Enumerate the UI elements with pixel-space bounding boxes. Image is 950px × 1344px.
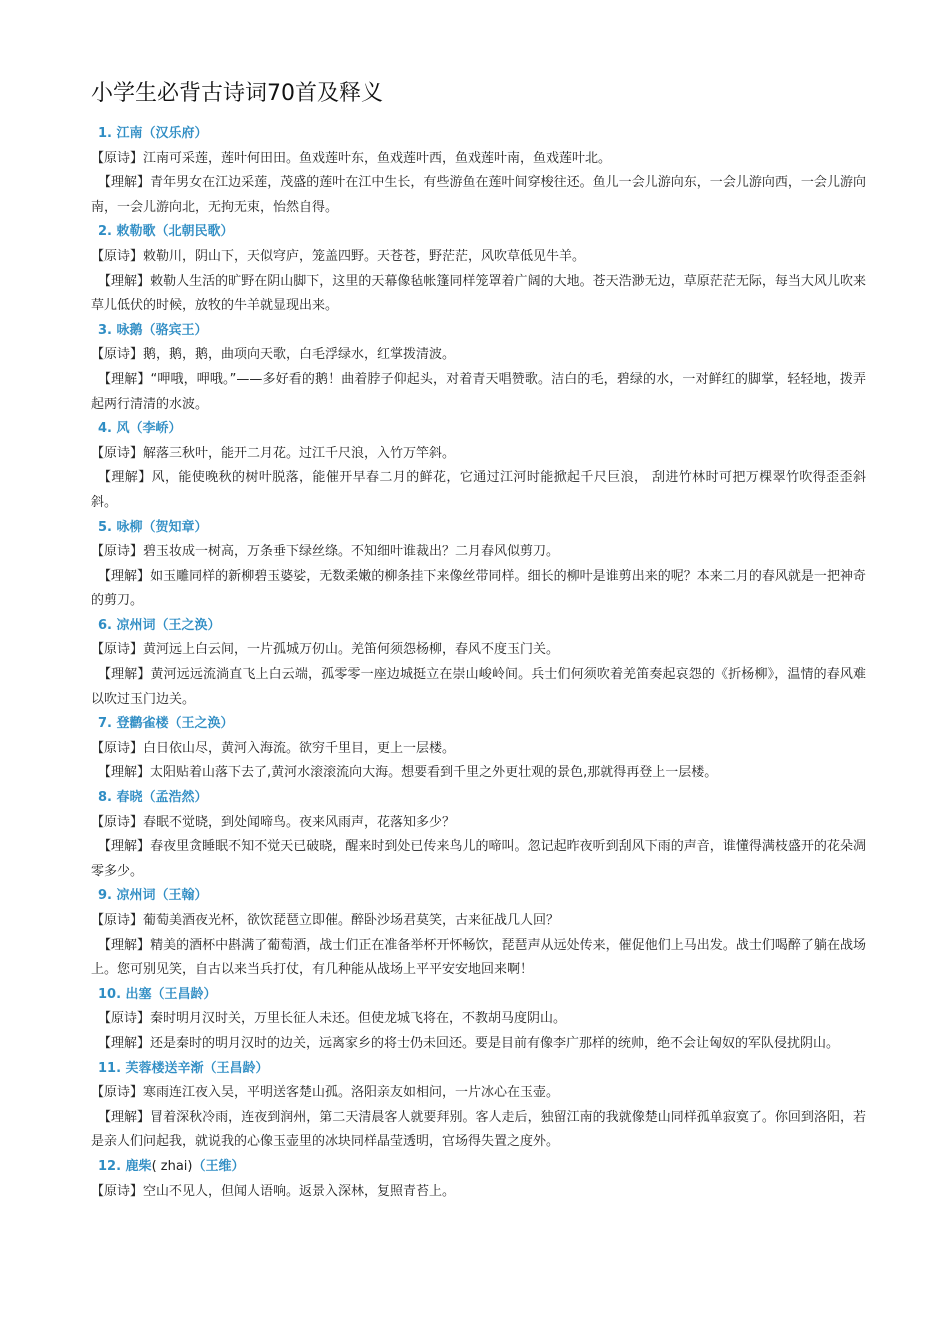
poem-explanation [91,1032,866,1057]
poem-heading: 10. 出塞（王昌龄） [98,986,217,1002]
explain-label: 【理解】 [98,839,151,855]
explain-label: 【理解】 [98,1109,151,1125]
poem-entry [91,516,866,614]
explain-label: 【理解】 [98,175,151,191]
poem-heading-main: 12. 鹿柴 [98,1158,152,1174]
explain-text: 冒着深秋冷雨，连夜到润州，第二天清晨客人就要拜别。客人走后，独留江南的我就像楚山同样孤单寂寞了。你回到洛阳，若是亲人们问起我，就说我的心像玉壶里的冰块同样晶莹透明，官场得失置之度外。 [91,1109,866,1150]
original-text: 秦时明月汉时关，万里长征人未还。但使龙城飞将在，不教胡马度阴山。 [150,1011,567,1027]
poem-original [91,1007,866,1032]
explain-label: 【理解】 [98,470,152,486]
explain-label: 【理解】 [98,273,151,289]
poem-explanation [91,1106,866,1155]
explain-text: 敕勒人生活的旷野在阴山脚下，这里的天幕像毡帐篷同样笼罩着广阔的大地。苍天浩渺无边，草原茫茫无际，每当大风儿吹来草儿低伏的时候，放牧的牛羊就显现出来。 [91,273,866,314]
original-text: 葡萄美酒夜光杯，欲饮琵琶立即催。醉卧沙场君莫笑，古来征战几人回？ [143,913,560,928]
original-label: 【原诗】 [91,1085,144,1101]
poem-heading: 8. 春晓（孟浩然） [98,790,208,806]
poem-explanation [91,934,866,983]
original-text: 白日依山尽，黄河入海流。欲穷千里目，更上一层楼。 [143,740,456,756]
original-text: 鹅，鹅，鹅，曲项向天歌，白毛浮绿水，红掌拨清波。 [143,347,456,363]
poem-entry [91,417,866,515]
explain-text: 春夜里贪睡眠不知不觉天已破晓，醒来时到处已传来鸟儿的啼叫。忽记起昨夜听到刮风下雨的声音，谁懂得满枝盛开的花朵凋零多少。 [91,839,866,879]
poem-heading: 7. 登鹳雀楼（王之涣） [98,716,234,732]
original-text: 寒雨连江夜入吴，平明送客楚山孤。洛阳亲友如相问，一片冰心在玉壶。 [143,1085,560,1101]
poem-explanation [91,270,866,319]
poem-entry [91,1057,866,1155]
original-label: 【原诗】 [91,740,144,756]
explain-text: 精美的酒杯中斟满了葡萄酒，战士们正在准备举杯开怀畅饮，琵琶声从远处传来，催促他们上马出发。战士们喝醉了躺在战场上。您可别见笑，自古以来当兵打仗，有几种能从战场上平平安安地回来啊！ [91,937,866,978]
poem-heading: 4. 风（李峤） [98,421,182,437]
original-label: 【原诗】 [91,445,144,461]
explain-label: 【理解】 [98,765,151,781]
poem-explanation [91,565,866,614]
explain-text: 太阳贴着山落下去了,黄河水滚滚流向大海。想要看到千里之外更壮观的景色,那就得再登上一层楼。 [150,765,718,781]
original-text: 春眠不觉晓，到处闻啼鸟。夜来风雨声，花落知多少？ [143,814,456,830]
original-text: 黄河远上白云间，一片孤城万仞山。羌笛何须怨杨柳，春风不度玉门关。 [143,642,560,658]
poem-heading: 6. 凉州词（王之涣） [98,617,221,633]
poem-original [91,737,866,762]
poem-heading-author: （王维） [192,1158,245,1174]
poem-explanation [91,761,866,786]
poem-explanation [91,368,866,417]
explain-text: 如玉雕同样的新柳碧玉婆娑，无数柔嫩的柳条挂下来像丝带同样。细长的柳叶是谁剪出来的呢？本来二月的春风就是一把神奇的剪刀。 [91,568,866,609]
poem-entry [91,1155,866,1204]
poem-heading: 3. 咏鹅（骆宾王） [98,322,208,338]
poem-explanation [91,466,866,515]
original-text: 解落三秋叶，能开二月花。过江千尺浪，入竹万竿斜。 [143,445,456,461]
original-label: 【原诗】 [91,248,144,264]
original-text: 江南可采莲，莲叶何田田。鱼戏莲叶东，鱼戏莲叶西，鱼戏莲叶南，鱼戏莲叶北。 [143,150,612,166]
explain-label: 【理解】 [98,568,151,584]
original-label: 【原诗】 [91,544,144,560]
poem-explanation [91,171,866,220]
explain-text: 黄河远远流淌直飞上白云端，孤零零一座边城挺立在崇山峻岭间。兵士们何须吹着羌笛奏起哀怨的《折杨柳》，温情的春风难以吹过玉门边关。 [91,667,866,707]
original-label: 【原诗】 [91,814,144,830]
poem-original [91,245,866,270]
poem-entry [91,983,866,1057]
original-text: 敕勒川，阴山下，天似穹庐，笼盖四野。天苍苍，野茫茫，风吹草低见牛羊。 [143,248,586,264]
poem-original [91,147,866,172]
poem-original [91,1081,866,1106]
original-label: 【原诗】 [91,913,144,928]
poem-original [91,540,866,565]
original-label: 【原诗】 [91,150,144,166]
pinyin-note: ( zhai) [151,1158,193,1174]
poem-entry [91,319,866,417]
poem-entry [91,712,866,786]
explain-label: 【理解】 [98,371,151,387]
poem-heading: 5. 咏柳（贺知章） [98,519,208,535]
explain-label: 【理解】 [98,937,151,953]
explain-label: 【理解】 [98,667,151,683]
poem-explanation [91,835,866,884]
original-text: 碧玉妆成一树高，万条垂下绿丝绦。不知细叶谁裁出？二月春风似剪刀。 [143,544,560,560]
poem-original [91,1180,866,1205]
original-label: 【原诗】 [91,642,144,658]
poem-original [91,442,866,467]
poem-original [91,909,866,934]
explain-label: 【理解】 [98,1035,151,1051]
poem-heading: 1. 江南（汉乐府） [98,126,208,141]
poem-heading: 11. 芙蓉楼送辛渐（王昌龄） [98,1060,269,1076]
poem-entry [91,614,866,712]
poem-heading: 2. 敕勒歌（北朝民歌） [98,224,234,240]
poem-entry [91,884,866,982]
poem-entry [91,220,866,318]
original-label: 【原诗】 [91,347,144,363]
poem-original [91,811,866,836]
explain-text: “呷哦，呷哦。”——多好看的鹅！曲着脖子仰起头，对着青天唱赞歌。洁白的毛，碧绿的水，一对鲜红的脚掌，轻轻地，拨弄起两行清清的水波。 [91,371,866,412]
poem-heading: 9. 凉州词（王翰） [98,888,208,904]
poem-heading [91,1155,866,1180]
poem-original [91,343,866,368]
explain-text: 青年男女在江边采莲，茂盛的莲叶在江中生长，有些游鱼在莲叶间穿梭往还。鱼儿一会儿游向东，一会儿游向西，一会儿游向南，一会儿游向北，无拘无束，怡然自得。 [91,175,866,215]
original-label: 【原诗】 [91,1183,144,1199]
poem-explanation [91,663,866,712]
original-label: 【原诗】 [98,1011,151,1027]
original-text: 空山不见人，但闻人语响。返景入深林，复照青苔上。 [143,1183,456,1199]
poem-entry [91,786,866,884]
poem-original [91,638,866,663]
explain-text: 风，能使晚秋的树叶脱落，能催开早春二月的鲜花，它通过江河时能掀起千尺巨浪， 刮进竹林时可把万棵翠竹吹得歪歪斜斜。 [91,470,866,510]
document-page [91,78,866,1204]
explain-text: 还是秦时的明月汉时的边关，远离家乡的将士仍未回还。要是目前有像李广那样的统帅，绝不会让匈奴的军队侵扰阴山。 [150,1035,840,1051]
poem-entry [91,122,866,220]
document-title: 小学生必背古诗词70首及释义 [91,81,383,106]
